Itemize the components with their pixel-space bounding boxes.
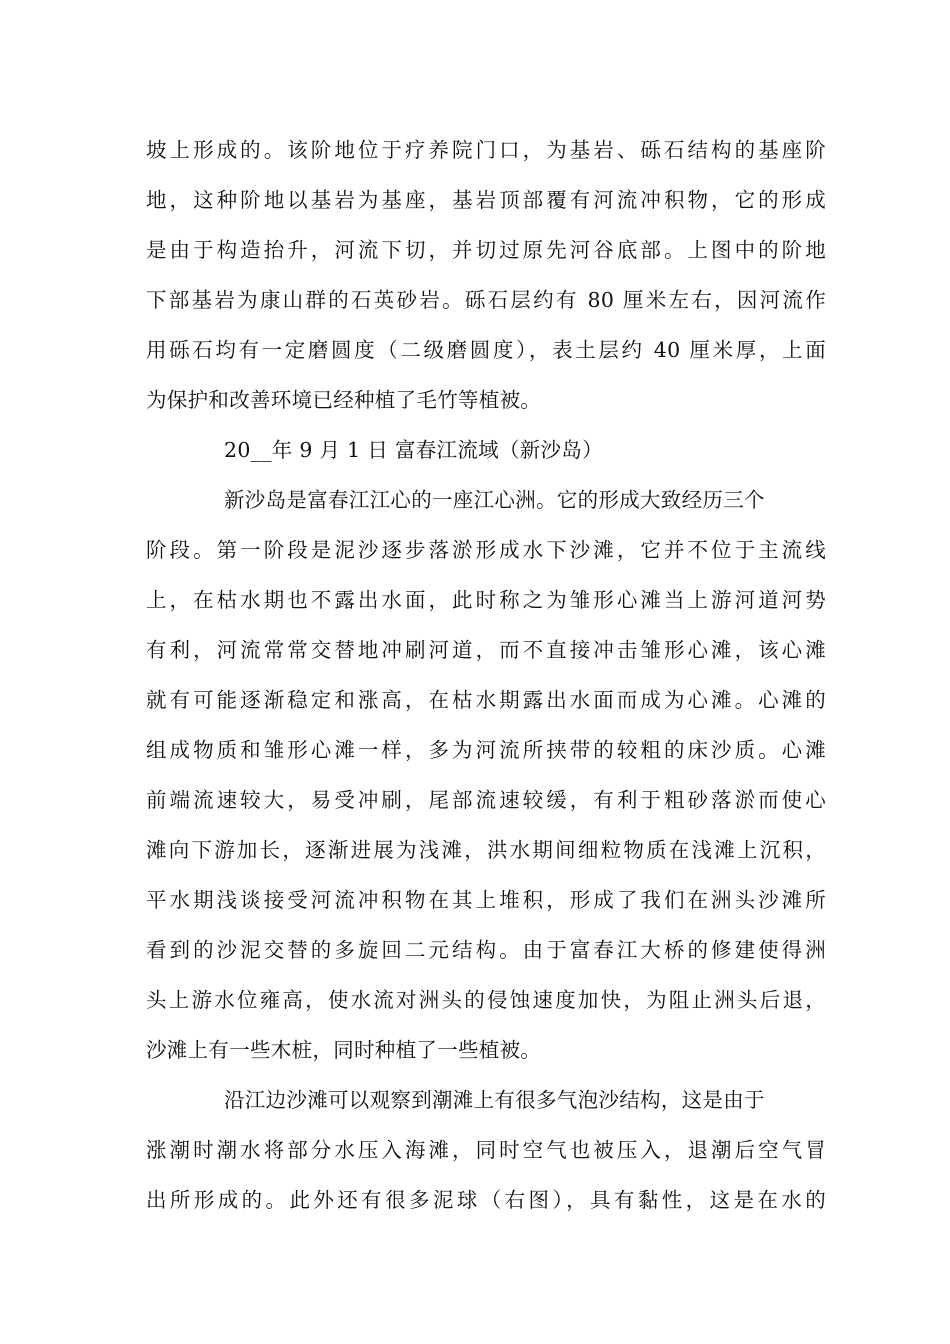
paragraph-line: 看到的沙泥交替的多旋回二元结构。由于富春江大桥的修建使得洲 [146,938,826,962]
paragraph-line: 阶段。第一阶段是泥沙逐步落淤形成水下沙滩，它并不位于主流线 [146,538,826,562]
paragraph-line: 是由于构造抬升，河流下切，并切过原先河谷底部。上图中的阶地 [146,238,826,262]
paragraph-line: 地，这种阶地以基岩为基座，基岩顶部覆有河流冲积物，它的形成 [146,188,826,212]
paragraph-line: 就有可能逐渐稳定和涨高，在枯水期露出水面而成为心滩。心滩的 [146,688,826,712]
paragraph-line: 新沙岛是富春江江心的一座江心洲。它的形成大致经历三个 [224,488,765,512]
paragraph-line: 组成物质和雏形心滩一样，多为河流所挟带的较粗的床沙质。心滩 [146,738,826,762]
paragraph-line: 滩向下游加长，逐渐进展为浅滩，洪水期间细粒物质在浅滩上沉积， [146,838,826,862]
paragraph-line: 涨潮时潮水将部分水压入海滩，同时空气也被压入，退潮后空气冒 [146,1138,826,1162]
paragraph-line: 出所形成的。此外还有很多泥球（右图），具有黏性，这是在水的 [146,1188,826,1212]
paragraph-line: 上，在枯水期也不露出水面，此时称之为雏形心滩当上游河道河势 [146,588,826,612]
paragraph-line: 沿江边沙滩可以观察到潮滩上有很多气泡沙结构，这是由于 [224,1088,765,1112]
paragraph-line: 平水期浅谈接受河流冲积物在其上堆积，形成了我们在洲头沙滩所 [146,888,826,912]
paragraph-line: 下部基岩为康山群的石英砂岩。砾石层约有 80 厘米左右，因河流作 [146,288,826,312]
paragraph-line: 头上游水位雍高，使水流对洲头的侵蚀速度加快，为阻止洲头后退， [146,988,826,1012]
paragraph-line: 沙滩上有一些木桩，同时种植了一些植被。 [146,1038,542,1062]
paragraph-line: 用砾石均有一定磨圆度（二级磨圆度），表土层约 40 厘米厚，上面 [146,338,826,362]
section-date-heading: 20__年 9 月 1 日 富春江流域（新沙岛） [224,438,603,462]
paragraph-line: 为保护和改善环境已经种植了毛竹等植被。 [146,388,542,412]
paragraph-line: 坡上形成的。该阶地位于疗养院门口，为基岩、砾石结构的基座阶 [146,138,826,162]
paragraph-line: 前端流速较大，易受冲刷，尾部流速较缓，有利于粗砂落淤而使心 [146,788,826,812]
paragraph-line: 有利，河流常常交替地冲刷河道，而不直接冲击雏形心滩，该心滩 [146,638,826,662]
